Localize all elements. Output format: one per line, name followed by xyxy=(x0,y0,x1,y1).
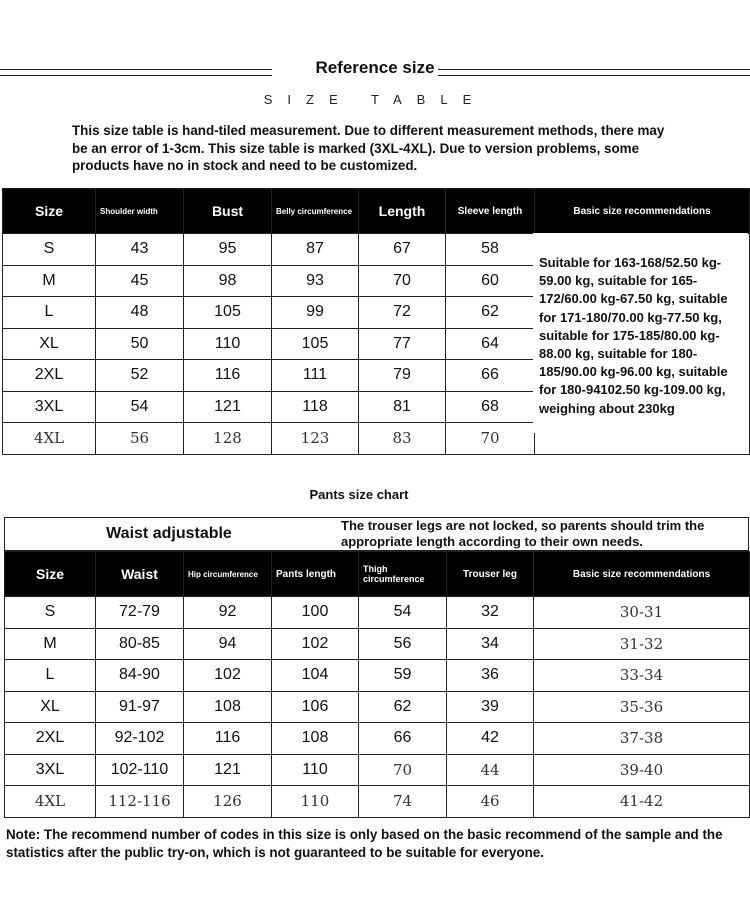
value-cell: 58 xyxy=(446,234,535,266)
pants-chart-title: Pants size chart xyxy=(309,487,409,502)
value-cell: 31-32 xyxy=(534,628,750,660)
table-row xyxy=(5,597,750,629)
col-waist: Waist xyxy=(96,552,184,597)
value-cell: 33-34 xyxy=(534,660,750,692)
value-cell: 105 xyxy=(272,328,359,360)
value-cell: 52 xyxy=(96,360,184,392)
table-row xyxy=(5,723,750,755)
col-belly: Belly circumference xyxy=(272,189,359,234)
col-sleeve: Sleeve length xyxy=(446,189,535,234)
value-cell: 68 xyxy=(446,391,535,423)
value-cell: 106 xyxy=(272,691,359,723)
value-cell: 83 xyxy=(359,423,446,455)
value-cell: 56 xyxy=(359,628,447,660)
size-cell: 4XL xyxy=(5,786,96,818)
value-cell: 39-40 xyxy=(534,754,750,786)
value-cell: 84-90 xyxy=(96,660,184,692)
value-cell: 95 xyxy=(184,234,272,266)
table-row xyxy=(5,754,750,786)
table-row xyxy=(5,691,750,723)
value-cell: 105 xyxy=(184,297,272,329)
col-recommend: Basic size recommendations xyxy=(535,189,750,234)
size-cell: 3XL xyxy=(3,391,96,423)
value-cell: 60 xyxy=(446,265,535,297)
top-table-header xyxy=(3,189,750,234)
size-cell: L xyxy=(3,297,96,329)
pants-table-header xyxy=(5,552,750,597)
table-row xyxy=(5,786,750,818)
col-hip: Hip circumference xyxy=(184,552,272,597)
value-cell: 34 xyxy=(447,628,534,660)
pants-size-table xyxy=(4,551,750,818)
page-title: Reference size xyxy=(315,58,435,77)
value-cell: 56 xyxy=(96,423,184,455)
intro-text: This size table is hand-tiled measurement. Due to different measurement methods, there may be an error of 1-3cm. This size table is marked (3XL-4XL). Due to version problems, some products have no in stock and need to be customized. xyxy=(72,123,665,173)
value-cell: 35-36 xyxy=(534,691,750,723)
value-cell: 81 xyxy=(359,391,446,423)
value-cell: 112-116 xyxy=(96,786,184,818)
page-subtitle: SIZE TABLE xyxy=(263,92,487,107)
value-cell: 54 xyxy=(359,597,447,629)
value-cell: 44 xyxy=(447,754,534,786)
value-cell: 87 xyxy=(272,234,359,266)
value-cell: 104 xyxy=(272,660,359,692)
col-length: Length xyxy=(359,189,446,234)
value-cell: 110 xyxy=(272,754,359,786)
value-cell: 108 xyxy=(184,691,272,723)
value-cell: 41-42 xyxy=(534,786,750,818)
value-cell: 92-102 xyxy=(96,723,184,755)
value-cell: 98 xyxy=(184,265,272,297)
value-cell: 62 xyxy=(359,691,447,723)
value-cell: 46 xyxy=(447,786,534,818)
value-cell: 94 xyxy=(184,628,272,660)
value-cell: 30-31 xyxy=(534,597,750,629)
value-cell: 72 xyxy=(359,297,446,329)
value-cell: 102 xyxy=(272,628,359,660)
size-cell: S xyxy=(3,234,96,266)
value-cell: 116 xyxy=(184,723,272,755)
value-cell: 116 xyxy=(184,360,272,392)
value-cell: 64 xyxy=(446,328,535,360)
size-cell: 4XL xyxy=(3,423,96,455)
value-cell: 102-110 xyxy=(96,754,184,786)
size-cell: 2XL xyxy=(5,723,96,755)
value-cell: 79 xyxy=(359,360,446,392)
value-cell: 92 xyxy=(184,597,272,629)
value-cell: 128 xyxy=(184,423,272,455)
col-trouser-leg: Trouser leg xyxy=(447,552,534,597)
col-pants-length: Pants length xyxy=(272,552,359,597)
value-cell: 102 xyxy=(184,660,272,692)
size-cell: XL xyxy=(5,691,96,723)
value-cell: 111 xyxy=(272,360,359,392)
waist-adjustable-label: Waist adjustable xyxy=(106,525,232,542)
value-cell: 37-38 xyxy=(534,723,750,755)
size-cell: XL xyxy=(3,328,96,360)
footnote: Note: The recommend number of codes in this size is only based on the basic recommend of the sample and the statistics after the public try-on, which is not guaranteed to be suitable for everyone. xyxy=(6,827,723,860)
size-cell: 3XL xyxy=(5,754,96,786)
col-size: Size xyxy=(3,189,96,234)
value-cell: 126 xyxy=(184,786,272,818)
value-cell: 100 xyxy=(272,597,359,629)
value-cell: 66 xyxy=(359,723,447,755)
value-cell: 45 xyxy=(96,265,184,297)
value-cell: 99 xyxy=(272,297,359,329)
value-cell: 123 xyxy=(272,423,359,455)
size-cell: S xyxy=(5,597,96,629)
size-cell: L xyxy=(5,660,96,692)
value-cell: 62 xyxy=(446,297,535,329)
value-cell: 93 xyxy=(272,265,359,297)
value-cell: 110 xyxy=(272,786,359,818)
table-row xyxy=(5,660,750,692)
value-cell: 72-79 xyxy=(96,597,184,629)
value-cell: 77 xyxy=(359,328,446,360)
size-cell: 2XL xyxy=(3,360,96,392)
table-row xyxy=(5,628,750,660)
size-cell: M xyxy=(5,628,96,660)
col-size: Size xyxy=(5,552,96,597)
value-cell: 70 xyxy=(446,423,535,455)
value-cell: 108 xyxy=(272,723,359,755)
value-cell: 118 xyxy=(272,391,359,423)
value-cell: 74 xyxy=(359,786,447,818)
value-cell: 36 xyxy=(447,660,534,692)
value-cell: 70 xyxy=(359,265,446,297)
value-cell: 80-85 xyxy=(96,628,184,660)
value-cell: 54 xyxy=(96,391,184,423)
value-cell: 121 xyxy=(184,391,272,423)
col-thigh: Thigh circumference xyxy=(359,552,447,597)
col-shoulder: Shoulder width xyxy=(96,189,184,234)
value-cell: 32 xyxy=(447,597,534,629)
value-cell: 42 xyxy=(447,723,534,755)
col-recommend: Basic size recommendations xyxy=(534,552,750,597)
size-cell: M xyxy=(3,265,96,297)
value-cell: 110 xyxy=(184,328,272,360)
col-bust: Bust xyxy=(184,189,272,234)
value-cell: 50 xyxy=(96,328,184,360)
value-cell: 91-97 xyxy=(96,691,184,723)
trouser-note: The trouser legs are not locked, so parents should trim the appropriate length according to their own needs. xyxy=(341,518,705,549)
value-cell: 70 xyxy=(359,754,447,786)
value-cell: 67 xyxy=(359,234,446,266)
value-cell: 39 xyxy=(447,691,534,723)
size-recommendation-text: Suitable for 163-168/52.50 kg-59.00 kg, suitable for 165-172/60.00 kg-67.50 kg, suitable for 171-180/70.00 kg-77.50 kg, suitable for 175-185/80.00 kg-88.00 kg, suitable for 180-185/90.00 kg-96.00 kg, suitable for 180-94102.50 kg-109.00 kg, weighing about 230kg xyxy=(533,233,748,433)
value-cell: 59 xyxy=(359,660,447,692)
value-cell: 66 xyxy=(446,360,535,392)
value-cell: 48 xyxy=(96,297,184,329)
value-cell: 121 xyxy=(184,754,272,786)
value-cell: 43 xyxy=(96,234,184,266)
